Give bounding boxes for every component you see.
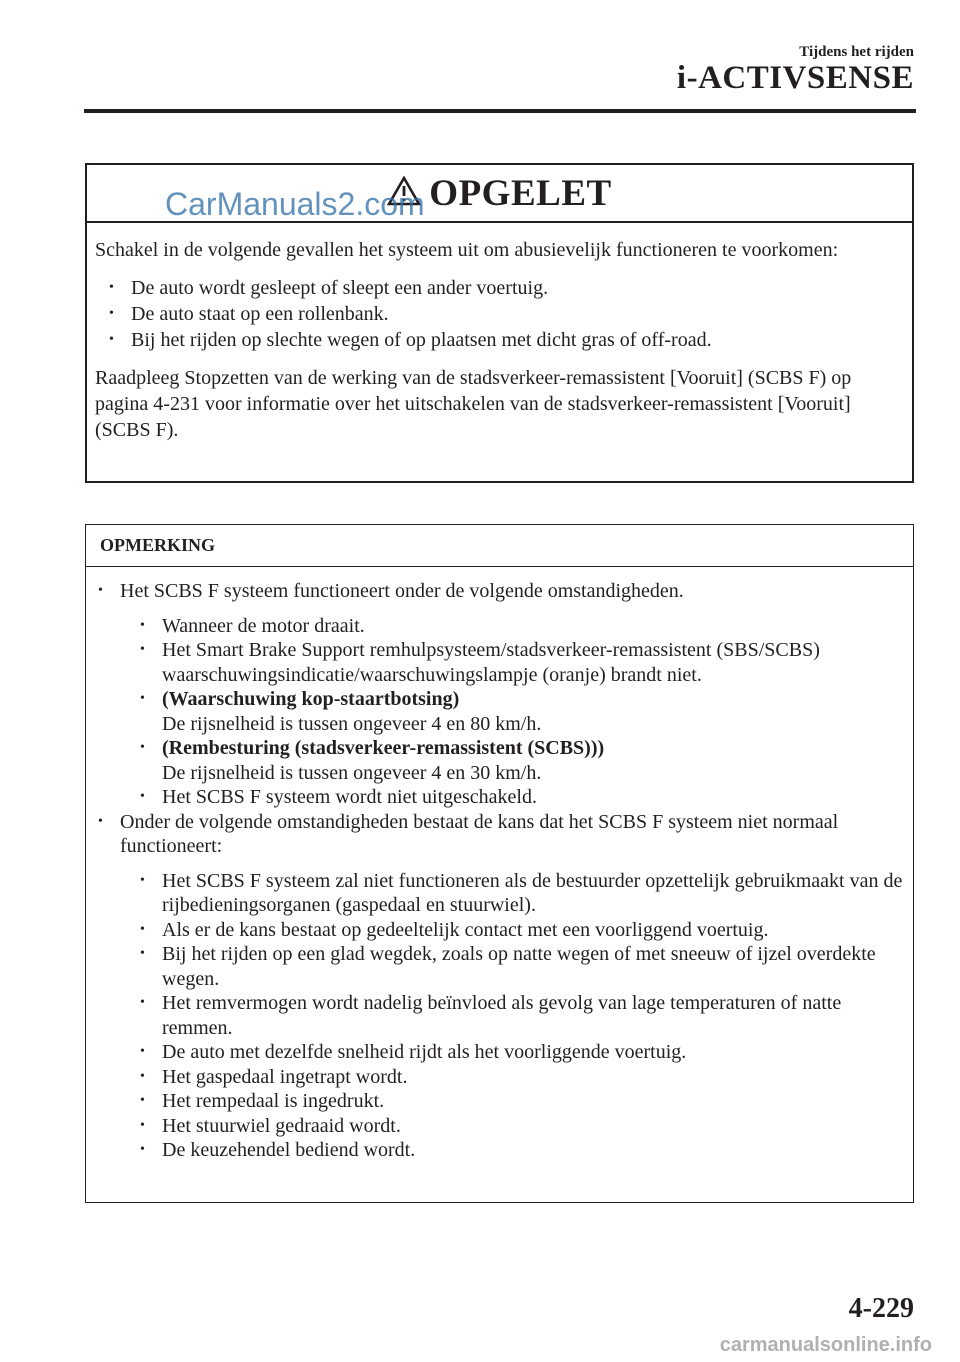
section-title: Tijdens het rijden xyxy=(799,44,914,60)
caution-closing: Raadpleeg Stopzetten van de werking van de stadsverkeer-remassistent [Vooruit] (SCBS F) op pagina 4-231 voor informatie over het uitschakelen van de stadsverkeer-remassistent [Vooruit] (SCBS F). xyxy=(95,367,852,441)
note-sublist-item: • Als er de kans bestaat op gedeeltelijk contact met een voorliggend voertuig. xyxy=(140,918,769,941)
note-box xyxy=(85,524,914,1203)
caution-list-item: • Bij het rijden op slechte wegen of op plaatsen met dicht gras of off-road. xyxy=(109,329,712,351)
note-sublist-item: • Het SCBS F systeem zal niet functioneren als de bestuurder opzettelijk gebruikmaakt van de rijbedieningsorganen (gaspedaal en stuurwiel). xyxy=(140,869,903,916)
note-sublist xyxy=(120,614,905,810)
note-sublist-item: • (Rembesturing (stadsverkeer-remassistent (SCBS))) De rijsnelheid is tussen ongeveer 4 en 30 km/h. xyxy=(140,737,605,784)
caution-list-item: • De auto staat op een rollenbank. xyxy=(109,303,389,325)
header-divider xyxy=(84,109,916,113)
caution-body xyxy=(87,223,912,443)
note-sublist-item: • Het Smart Brake Support remhulpsysteem/stadsverkeer-remassistent (SBS/SCBS) waarschuwingsindicatie/waarschuwingslampje (oranje) brandt niet. xyxy=(140,639,820,686)
watermark: CarManuals2.com xyxy=(165,186,425,222)
note-sublist-item: • De auto met dezelfde snelheid rijdt als het voorliggende voertuig. xyxy=(140,1041,687,1063)
note-sublist-item: • Het remvermogen wordt nadelig beïnvloed als gevolg van lage temperaturen of natte remmen. xyxy=(140,992,842,1039)
note-sublist-item: • De keuzehendel bediend wordt. xyxy=(140,1139,416,1161)
note-title: OPMERKING xyxy=(86,525,913,567)
note-sublist-item: • Wanneer de motor draait. xyxy=(140,614,365,637)
note-sublist-item: • Het SCBS F systeem wordt niet uitgeschakeld. xyxy=(140,786,537,808)
note-list-item: • Het SCBS F systeem functioneert onder de volgende omstandigheden. • Wanneer de motor draait. • Het Smart Brake Support remhulpsysteem/stadsverkeer-remassistent (SBS/SCBS) waarschuwingsindicatie/waarschuwingslampje (oranje) brandt niet. • (Waarschuwing kop-staartbotsing) De rijsnelheid is tussen ongeveer 4 en 80 km/h. • (Rembesturing (stadsverkeer-remassistent (SCBS))) De rijsnelheid is tussen ongeveer 4 en 30 km/h. • Het SCBS F systeem wordt niet uitgeschakeld. xyxy=(98,579,905,810)
caution-list-item: • De auto wordt gesleept of sleept een ander voertuig. xyxy=(109,277,549,299)
note-sublist-item: • Het rempedaal is ingedrukt. xyxy=(140,1090,385,1112)
chapter-title: i-ACTIVSENSE xyxy=(676,60,914,96)
page-number: 4-229 xyxy=(848,1293,914,1324)
footer-watermark: carmanualsonline.info xyxy=(719,1334,932,1356)
note-sublist xyxy=(120,869,905,1163)
note-sublist-item: • (Waarschuwing kop-staartbotsing) De rijsnelheid is tussen ongeveer 4 en 80 km/h. xyxy=(140,688,542,735)
note-sublist-item: • Het gaspedaal ingetrapt wordt. xyxy=(140,1065,408,1088)
caution-title: OPGELET xyxy=(429,172,612,214)
note-list-item: • Onder de volgende omstandigheden bestaat de kans dat het SCBS F systeem niet normaal functioneert: • Het SCBS F systeem zal niet functioneren als de bestuurder opzettelijk gebruikmaakt van de rijbedieningsorganen (gaspedaal en stuurwiel). • Als er de kans bestaat op gedeeltelijk contact met een voorliggend voertuig. • Bij het rijden op een glad wegdek, zoals op natte wegen of met sneeuw of ijzel overdekte wegen. • Het remvermogen wordt nadelig beïnvloed als gevolg van lage temperaturen of natte remmen. • De auto met dezelfde snelheid rijdt als het voorliggende voertuig. • Het gaspedaal ingetrapt wordt. • Het rempedaal is ingedrukt. • Het stuurwiel gedraaid wordt. • De keuzehendel bediend wordt. xyxy=(98,810,905,1163)
note-sublist-item: • Bij het rijden op een glad wegdek, zoals op natte wegen of met sneeuw of ijzel overdekte wegen. xyxy=(140,943,876,990)
caution-intro: Schakel in de volgende gevallen het systeem uit om abusievelijk functioneren te voorkomen: xyxy=(95,239,839,261)
caution-list xyxy=(95,275,904,353)
note-body xyxy=(86,567,913,1163)
note-list xyxy=(98,579,905,1163)
note-sublist-item: • Het stuurwiel gedraaid wordt. xyxy=(140,1114,401,1137)
